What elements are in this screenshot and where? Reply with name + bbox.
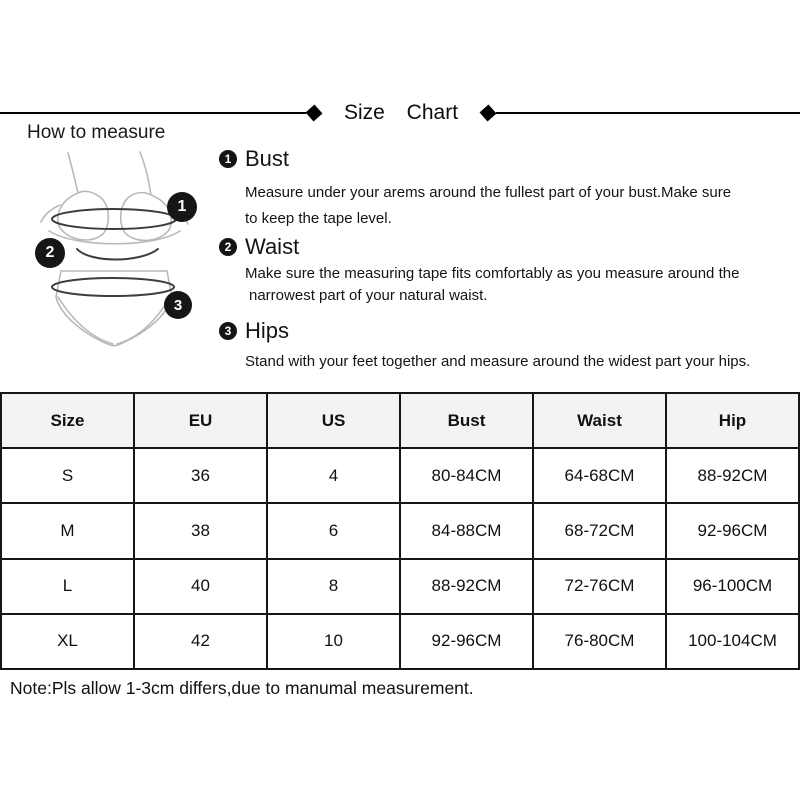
measure-item-title: Hips bbox=[245, 318, 290, 343]
cell-hip: 92-96CM bbox=[666, 503, 799, 558]
cell-us: 10 bbox=[267, 614, 400, 669]
description-line: Measure under your arems around the fullest part of your bust.Make sure bbox=[245, 184, 732, 201]
cell-waist: 68-72CM bbox=[533, 503, 666, 558]
cell-us: 4 bbox=[267, 448, 400, 503]
table-row bbox=[1, 448, 799, 503]
cell-hip: 100-104CM bbox=[666, 614, 799, 669]
measure-item-heading bbox=[219, 146, 800, 172]
cell-bust: 80-84CM bbox=[400, 448, 533, 503]
measure-item-waist bbox=[219, 234, 800, 307]
bikini-measurement-illustration bbox=[30, 145, 225, 360]
cell-eu: 42 bbox=[134, 614, 267, 669]
cell-size: S bbox=[1, 448, 134, 503]
table-header-eu: EU bbox=[134, 393, 267, 448]
diamond-icon bbox=[480, 105, 497, 122]
measure-item-description bbox=[219, 351, 800, 373]
table-header-bust: Bust bbox=[400, 393, 533, 448]
cell-hip: 88-92CM bbox=[666, 448, 799, 503]
table-header-hip: Hip bbox=[666, 393, 799, 448]
description-line: Make sure the measuring tape fits comfortably as you measure around the bbox=[245, 265, 740, 282]
description-line: narrowest part of your natural waist. bbox=[249, 287, 488, 304]
cell-us: 8 bbox=[267, 559, 400, 614]
cell-size: M bbox=[1, 503, 134, 558]
cell-eu: 36 bbox=[134, 448, 267, 503]
measure-item-title: Bust bbox=[245, 146, 290, 171]
table-row bbox=[1, 614, 799, 669]
waist-marker-badge: 2 bbox=[35, 238, 65, 268]
measure-item-hips bbox=[219, 318, 800, 373]
table-header-us: US bbox=[267, 393, 400, 448]
how-to-measure-heading: How to measure bbox=[27, 122, 166, 143]
cell-bust: 92-96CM bbox=[400, 614, 533, 669]
hips-marker-badge: 3 bbox=[164, 291, 192, 319]
table-header-size: Size bbox=[1, 393, 134, 448]
bust-marker-badge: 1 bbox=[167, 192, 197, 222]
cell-hip: 96-100CM bbox=[666, 559, 799, 614]
cell-us: 6 bbox=[267, 503, 400, 558]
cell-bust: 88-92CM bbox=[400, 559, 533, 614]
title-rule-left bbox=[0, 112, 306, 114]
number-badge-icon: 3 bbox=[219, 322, 237, 340]
size-table bbox=[0, 392, 800, 670]
number-badge-icon: 1 bbox=[219, 150, 237, 168]
table-row bbox=[1, 503, 799, 558]
table-header-waist: Waist bbox=[533, 393, 666, 448]
table-row bbox=[1, 559, 799, 614]
cell-eu: 38 bbox=[134, 503, 267, 558]
measurement-note: Note:Pls allow 1-3cm differs,due to manumal measurement. bbox=[10, 678, 474, 698]
measure-item-heading bbox=[219, 234, 800, 260]
number-badge-icon: 2 bbox=[219, 238, 237, 256]
title-rule-right bbox=[496, 112, 800, 114]
measure-item-bust bbox=[219, 146, 800, 232]
measure-item-description bbox=[219, 263, 800, 307]
page-title: Size Chart bbox=[344, 101, 459, 124]
cell-eu: 40 bbox=[134, 559, 267, 614]
cell-size: L bbox=[1, 559, 134, 614]
measure-item-description bbox=[219, 180, 800, 232]
diamond-icon bbox=[306, 105, 323, 122]
measure-item-heading bbox=[219, 318, 800, 344]
cell-waist: 72-76CM bbox=[533, 559, 666, 614]
cell-size: XL bbox=[1, 614, 134, 669]
measure-item-title: Waist bbox=[245, 234, 300, 259]
description-line: Stand with your feet together and measure around the widest part your hips. bbox=[245, 353, 751, 370]
description-line: to keep the tape level. bbox=[245, 210, 392, 227]
table-header-row bbox=[1, 393, 799, 448]
cell-waist: 76-80CM bbox=[533, 614, 666, 669]
cell-bust: 84-88CM bbox=[400, 503, 533, 558]
cell-waist: 64-68CM bbox=[533, 448, 666, 503]
